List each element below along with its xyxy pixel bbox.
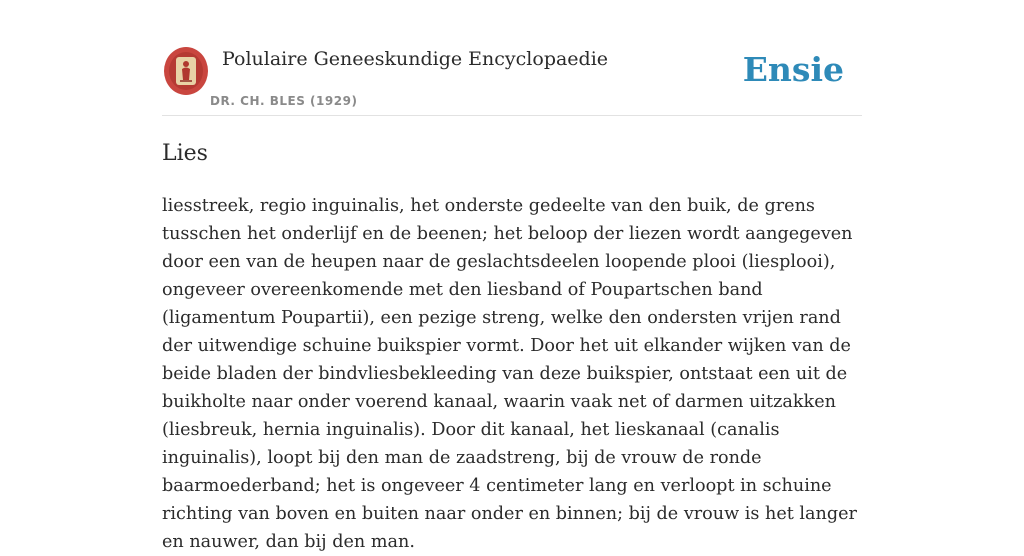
book-header bbox=[162, 44, 862, 116]
book-cover-illustration bbox=[164, 47, 208, 95]
book-title-link[interactable]: Polulaire Geneeskundige Encyclopaedie bbox=[222, 48, 609, 70]
entry-body-text: liesstreek, regio inguinalis, het onderste gedeelte van den buik, de grens tusschen het onderlijf en de beenen; het beloop der liezen wordt aangegeven door een van de heupen naar de geslachtsdeelen loopende plooi (liesplooi), ongeveer overeenkomende met den liesband of Poupartschen band (ligamentum Poupartii), een pezige streng, welke den ondersten vrijen rand der uitwendige schuine buikspier vormt. Door het uit elkander wijken van de beide bladen der bindvliesbekleeding van deze buikspier, ontstaat een uit de buikholte naar onder voerend kanaal, waarin vaak net of darmen uitzakken (liesbreuk, hernia inguinalis). Door dit kanaal, het lieskanaal (canalis inguinalis), loopt bij den man de zaadstreng, bij de vrouw de ronde baarmoederband; het is ongeveer 4 centimeter lang en verloopt in schuine richting van boven en buiten naar onder en binnen; bij de vrouw is het langer en nauwer, dan bij den man. bbox=[162, 196, 857, 552]
book-cover-image[interactable] bbox=[164, 47, 208, 95]
entry-title: Lies bbox=[162, 141, 208, 166]
book-author: DR. CH. BLES (1929) bbox=[210, 94, 358, 108]
ensie-logo-link[interactable]: Ensie bbox=[742, 50, 844, 89]
